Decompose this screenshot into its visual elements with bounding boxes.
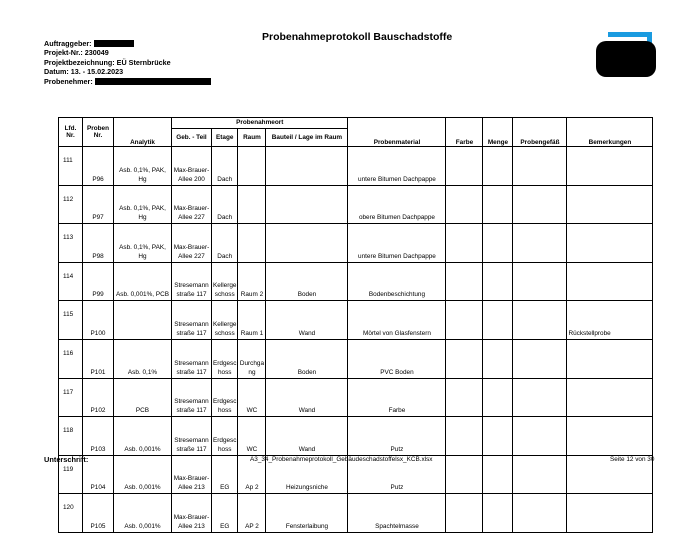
header-etage: Etage <box>212 129 238 147</box>
projekt-nr: Projekt-Nr.: 230049 <box>44 48 109 58</box>
cell-material: Mörtel von Glasfenstern <box>348 301 446 340</box>
header-probengefaess: Probengefäß <box>513 118 567 147</box>
cell-lfd: 115 <box>59 301 83 340</box>
cell-etage: Dach <box>212 224 238 263</box>
cell-bemerkung <box>567 185 653 224</box>
cell-gefaess <box>513 455 567 494</box>
cell-bauteil: Wand <box>266 417 348 456</box>
cell-analytik: Asb. 0,1%, PAK, Hg <box>114 147 172 186</box>
project-meta <box>44 39 211 86</box>
cell-analytik: Asb. 0,1%, PAK, Hg <box>114 185 172 224</box>
header-geb-teil: Geb. - Teil <box>172 129 212 147</box>
cell-farbe <box>446 224 483 263</box>
cell-etage: Erdgesc hoss <box>212 339 238 378</box>
company-logo <box>594 29 658 81</box>
cell-lfd: 112 <box>59 185 83 224</box>
cell-material: Putz <box>348 455 446 494</box>
cell-geb: Max-Brauer-Allee 227 <box>172 224 212 263</box>
cell-geb: Stresemann straße 117 <box>172 417 212 456</box>
cell-material: Putz <box>348 417 446 456</box>
cell-geb: Max-Brauer-Allee 213 <box>172 455 212 494</box>
cell-bauteil: Boden <box>266 262 348 301</box>
cell-bemerkung <box>567 224 653 263</box>
cell-farbe <box>446 262 483 301</box>
cell-gefaess <box>513 185 567 224</box>
cell-etage: Dach <box>212 147 238 186</box>
cell-bauteil <box>266 224 348 263</box>
header-proben-nr: Proben Nr. <box>83 118 114 147</box>
cell-bemerkung <box>567 417 653 456</box>
logo-redaction <box>596 41 656 77</box>
cell-gefaess <box>513 417 567 456</box>
cell-geb: Max-Brauer-Allee 200 <box>172 147 212 186</box>
cell-gefaess <box>513 339 567 378</box>
cell-etage: Dach <box>212 185 238 224</box>
cell-menge <box>483 262 513 301</box>
cell-probe: P102 <box>83 378 114 417</box>
cell-raum: Raum 2 <box>238 262 266 301</box>
cell-bauteil: Fensterlaibung <box>266 494 348 533</box>
cell-analytik: Asb. 0,001%, PCB <box>114 262 172 301</box>
cell-menge <box>483 494 513 533</box>
cell-geb: Stresemann straße 117 <box>172 339 212 378</box>
cell-menge <box>483 185 513 224</box>
cell-material: obere Bitumen Dachpappe <box>348 185 446 224</box>
cell-gefaess <box>513 224 567 263</box>
cell-lfd: 111 <box>59 147 83 186</box>
projektbezeichnung: Projektbezeichnung: EÜ Sternbrücke <box>44 57 171 67</box>
cell-gefaess <box>513 301 567 340</box>
auftraggeber-row <box>44 39 211 48</box>
cell-geb: Stresemann straße 117 <box>172 262 212 301</box>
cell-lfd: 114 <box>59 262 83 301</box>
cell-material: Spachtelmasse <box>348 494 446 533</box>
header-farbe: Farbe <box>446 118 483 147</box>
cell-farbe <box>446 417 483 456</box>
cell-raum: WC <box>238 378 266 417</box>
cell-analytik: Asb. 0,001% <box>114 417 172 456</box>
cell-probe: P98 <box>83 224 114 263</box>
table-row <box>59 262 653 301</box>
cell-probe: P105 <box>83 494 114 533</box>
cell-probe: P100 <box>83 301 114 340</box>
header-raum: Raum <box>238 129 266 147</box>
cell-raum: Ap 2 <box>238 455 266 494</box>
cell-etage: EG <box>212 455 238 494</box>
header-menge: Menge <box>483 118 513 147</box>
cell-menge <box>483 301 513 340</box>
cell-geb: Stresemann straße 117 <box>172 378 212 417</box>
cell-raum: Raum 1 <box>238 301 266 340</box>
cell-probe: P97 <box>83 185 114 224</box>
probenehmer-row <box>44 77 211 86</box>
cell-analytik <box>114 301 172 340</box>
header-bemerkungen: Bemerkungen <box>567 118 653 147</box>
page-number: Seite 12 von 30 <box>610 456 655 463</box>
cell-bauteil: Wand <box>266 378 348 417</box>
sampling-table <box>58 117 653 533</box>
header-analytik: Analytik <box>114 118 172 147</box>
cell-lfd: 118 <box>59 417 83 456</box>
cell-etage: Erdgesc hoss <box>212 378 238 417</box>
cell-etage: Kellerge schoss <box>212 301 238 340</box>
cell-menge <box>483 339 513 378</box>
cell-farbe <box>446 378 483 417</box>
cell-material: Farbe <box>348 378 446 417</box>
header-bauteil: Bauteil / Lage im Raum <box>266 129 348 147</box>
cell-bemerkung <box>567 262 653 301</box>
cell-raum <box>238 147 266 186</box>
cell-material: untere Bitumen Dachpappe <box>348 224 446 263</box>
cell-material: PVC Boden <box>348 339 446 378</box>
cell-gefaess <box>513 262 567 301</box>
table-row <box>59 224 653 263</box>
cell-bauteil <box>266 147 348 186</box>
table-row <box>59 147 653 186</box>
cell-raum <box>238 185 266 224</box>
cell-gefaess <box>513 494 567 533</box>
cell-geb: Max-Brauer-Allee 213 <box>172 494 212 533</box>
cell-menge <box>483 378 513 417</box>
cell-bemerkung <box>567 494 653 533</box>
cell-analytik: Asb. 0,1%, PAK, Hg <box>114 224 172 263</box>
cell-menge <box>483 455 513 494</box>
cell-analytik: Asb. 0,001% <box>114 494 172 533</box>
redaction-bar <box>95 78 211 85</box>
table-row <box>59 185 653 224</box>
cell-raum <box>238 224 266 263</box>
header-probenmaterial: Probenmaterial <box>348 118 446 147</box>
cell-etage: Erdgesc hoss <box>212 417 238 456</box>
header-probenahmeort: Probenahmeort <box>172 118 348 129</box>
cell-lfd: 119 <box>59 455 83 494</box>
cell-menge <box>483 147 513 186</box>
cell-bauteil: Wand <box>266 301 348 340</box>
cell-analytik: PCB <box>114 378 172 417</box>
auftraggeber-label: Auftraggeber: <box>44 39 92 48</box>
cell-probe: P103 <box>83 417 114 456</box>
signature-label: Unterschrift: <box>44 455 89 464</box>
cell-lfd: 116 <box>59 339 83 378</box>
document-title: Probenahmeprotokoll Bauschadstoffe <box>262 31 453 43</box>
datum: Datum: 13. - 15.02.2023 <box>44 67 124 77</box>
table-row <box>59 301 653 340</box>
cell-bauteil <box>266 185 348 224</box>
cell-bauteil: Heizungsniche <box>266 455 348 494</box>
cell-bauteil: Boden <box>266 339 348 378</box>
cell-etage: Kellerge schoss <box>212 262 238 301</box>
cell-raum: Durchga ng <box>238 339 266 378</box>
cell-farbe <box>446 455 483 494</box>
cell-analytik: Asb. 0,1% <box>114 339 172 378</box>
probenehmer-label: Probenehmer: <box>44 76 93 86</box>
cell-bemerkung <box>567 378 653 417</box>
cell-probe: P104 <box>83 455 114 494</box>
cell-farbe <box>446 494 483 533</box>
cell-raum: AP 2 <box>238 494 266 533</box>
cell-bemerkung <box>567 147 653 186</box>
cell-bemerkung <box>567 339 653 378</box>
cell-gefaess <box>513 378 567 417</box>
table-row <box>59 417 653 456</box>
cell-lfd: 120 <box>59 494 83 533</box>
table-row <box>59 339 653 378</box>
footer-filename: A3_34_Probenahmeprotokoll_Gebäudeschadstoffelsx_KCB.xlsx <box>250 456 433 463</box>
cell-geb: Stresemann straße 117 <box>172 301 212 340</box>
table-row <box>59 494 653 533</box>
cell-material: Bodenbeschichtung <box>348 262 446 301</box>
cell-etage: EG <box>212 494 238 533</box>
cell-farbe <box>446 339 483 378</box>
cell-probe: P99 <box>83 262 114 301</box>
cell-lfd: 113 <box>59 224 83 263</box>
table-row <box>59 378 653 417</box>
cell-bemerkung: Rückstellprobe <box>567 301 653 340</box>
cell-farbe <box>446 185 483 224</box>
cell-lfd: 117 <box>59 378 83 417</box>
cell-farbe <box>446 301 483 340</box>
cell-material: untere Bitumen Dachpappe <box>348 147 446 186</box>
cell-gefaess <box>513 147 567 186</box>
cell-probe: P96 <box>83 147 114 186</box>
header-lfd-nr: Lfd. Nr. <box>59 118 83 147</box>
redaction-bar <box>94 40 134 47</box>
cell-analytik: Asb. 0,001% <box>114 455 172 494</box>
cell-menge <box>483 224 513 263</box>
cell-raum: WC <box>238 417 266 456</box>
cell-probe: P101 <box>83 339 114 378</box>
cell-geb: Max-Brauer-Allee 227 <box>172 185 212 224</box>
cell-farbe <box>446 147 483 186</box>
cell-menge <box>483 417 513 456</box>
